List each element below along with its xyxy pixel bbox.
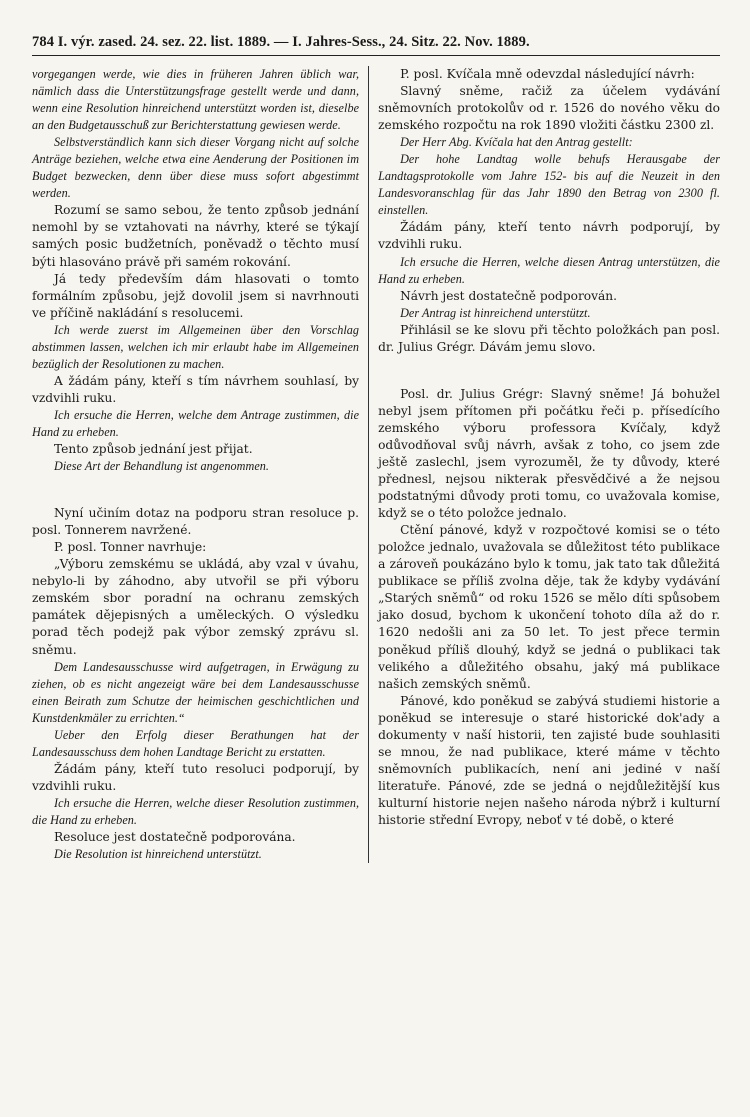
left-paragraph: Žádám pány, kteří tuto resoluci podporují, by vzdvihli ruku. [32, 761, 360, 793]
paragraph-gap [32, 475, 359, 505]
text-columns [32, 66, 720, 863]
right-paragraph: Žádám pány, kteří tento návrh podporují, by vzdvihli ruku. [378, 220, 720, 252]
left-paragraph: Ich werde zuerst im Allgemeinen über den Vorschlag abstimmen lassen, welchen ich mir erlaubt habe im Allgemeinen bezüglich der Resolutionen zu machen. [32, 322, 360, 371]
right-paragraph: Der hohe Landtag wolle behufs Herausgabe der Landtagsprotokolle vom Jahre 152- bis auf die Neuzeit in den Landesvoranschlag für das Jahr 1890 den Betrag von 2300 fl. einstellen. [378, 152, 720, 218]
left-paragraph: P. posl. Tonner navrhuje: [54, 540, 207, 555]
left-paragraph: Tento způsob jednání jest přijat. [54, 442, 253, 457]
left-paragraph: Ueber den Erfolg dieser Berathungen hat der Landesausschuss dem hohen Landtage Bericht zu erstatten. [32, 727, 360, 759]
left-paragraph: Dem Landesausschusse wird aufgetragen, in Erwägung zu ziehen, ob es nicht angezeigt wäre bei dem Landesausschusse einen Beirath zum Schutze der heimischen geschichtlichen und Kunstdenkmäler zu errichten.“ [32, 659, 360, 725]
right-paragraph: Ctění pánové, když v rozpočtové komisi se o této položce jednalo, uvažovala se důležitost této publikace a zároveň poukázáno bylo k tomu, jak tato tak důležitá publikace se příliš zvolna děje, tak že kdyby vydávání „Starých sněmů“ od roku 1526 se mělo díti spůsobem jako dosud, bychom k ukončení tohoto díla až do r. 1620 nedošli ani za 50 let. To jest přece termin poněkud příliš dlouhý, když se jedná o publikaci tak velikého a důležitého obsahu, jaký má publikace našich zemských sněmů. [378, 523, 720, 691]
left-paragraph: Die Resolution ist hinreichend unterstützt. [54, 847, 262, 862]
left-paragraph: vorgegangen werde, wie dies in früheren Jahren üblich war, nämlich dass die Unterstützungsfrage gestellt werde und dann, wenn eine Resolution hinreichend unterstützt worden ist, dieselbe an den Budgetausschuß zur Berichterstattung gewiesen werde. [32, 67, 360, 133]
page-header: 784 I. výr. zased. 24. sez. 22. list. 1889. — I. Jahres-Sess., 24. Sitz. 22. Nov. 1889. [32, 34, 530, 50]
left-column [32, 66, 368, 863]
right-paragraph: Přihlásil se ke slovu při těchto položkách pan posl. dr. Julius Grégr. Dávám jemu slovo. [378, 322, 720, 354]
left-paragraph: Rozumí se samo sebou, že tento způsob jednání nemohl by se vztahovati na návrhy, které se týkají samých posic budžetních, poněvadž o těchto musí býti hlasováno právě při samém rokování. [32, 203, 360, 269]
left-paragraph: Ich ersuche die Herren, welche dieser Resolution zustimmen, die Hand zu erheben. [32, 795, 360, 827]
left-paragraph: Resoluce jest dostatečně podporována. [54, 830, 296, 845]
left-paragraph: A žádám pány, kteří s tím návrhem souhlasí, by vzdvihli ruku. [32, 373, 360, 405]
right-paragraph: Slavný sněme, račiž za účelem vydávání sněmovních protokolův od r. 1526 do nového věku do zemského rozpočtu na rok 1890 vložiti částku 2300 zl. [378, 84, 720, 133]
header-rule [32, 55, 720, 56]
paragraph-gap [378, 356, 720, 386]
right-column [368, 66, 720, 863]
right-paragraph: Der Antrag ist hinreichend unterstützt. [400, 305, 591, 320]
right-paragraph: Posl. dr. Julius Grégr: Slavný sněme! Já bohužel nebyl jsem přítomen při počátku řeči p. přísedícího zemského výboru professora Kvíčaly, když odůvodňoval svůj návrh, avšak z toho, co jsem zde ještě zaslechl, jsem vyrozuměl, že ty důvody, které přednesl, nejsou nikterak přesvědčivé a že nejsou podstatnými důvody proti tomu, co uvažovala komise, když se o této položce jednalo. [378, 386, 720, 521]
right-paragraph: Der Herr Abg. Kvíčala hat den Antrag gestellt: [400, 135, 633, 150]
left-paragraph: Diese Art der Behandlung ist angenommen. [54, 459, 270, 474]
right-paragraph: Návrh jest dostatečně podporován. [400, 288, 617, 303]
right-paragraph: P. posl. Kvíčala mně odevzdal následující návrh: [400, 67, 695, 81]
left-paragraph: „Výboru zemskému se ukládá, aby vzal v úvahu, nebylo-li by záhodno, aby utvořil se při výboru zemském sbor poradní na ochranu zemských památek dějepisných a uměleckých. O výsledku porad těch podejž pak výbor zemský zprávu sl. sněmu. [32, 557, 360, 657]
right-paragraph: Ich ersuche die Herren, welche diesen Antrag unterstützen, die Hand zu erheben. [378, 254, 720, 286]
right-paragraph: Pánové, kdo poněkud se zabývá studiemi historie a poněkud se interesuje o staré historické dok'ady a dokumenty v naší historii, ten zajisté bude souhlasiti se mnou, že nad publikace, které máme v těchto sněmovních publikacích, není ani jediné v naší literatuře. Pánové, zde se jedná o nejdůležitější kus kulturní historie nejen našeho národa nýbrž i kulturní historie střední Evropy, neboť v té době, o které [378, 693, 720, 827]
left-paragraph: Nyní učiním dotaz na podporu stran resoluce p. posl. Tonnerem navržené. [32, 506, 360, 538]
left-paragraph: Selbstverständlich kann sich dieser Vorgang nicht auf solche Anträge beziehen, welche etwa eine Aenderung der Positionen im Budget bezwecken, denn über diese muss sofort abgestimmt werden. [32, 135, 360, 201]
left-paragraph: Ich ersuche die Herren, welche dem Antrage zustimmen, die Hand zu erheben. [32, 407, 360, 439]
left-paragraph: Já tedy především dám hlasovati o tomto formálním způsobu, jejž dovolil jsem si navrhnouti ve příčině nakládání s resolucemi. [32, 271, 360, 320]
